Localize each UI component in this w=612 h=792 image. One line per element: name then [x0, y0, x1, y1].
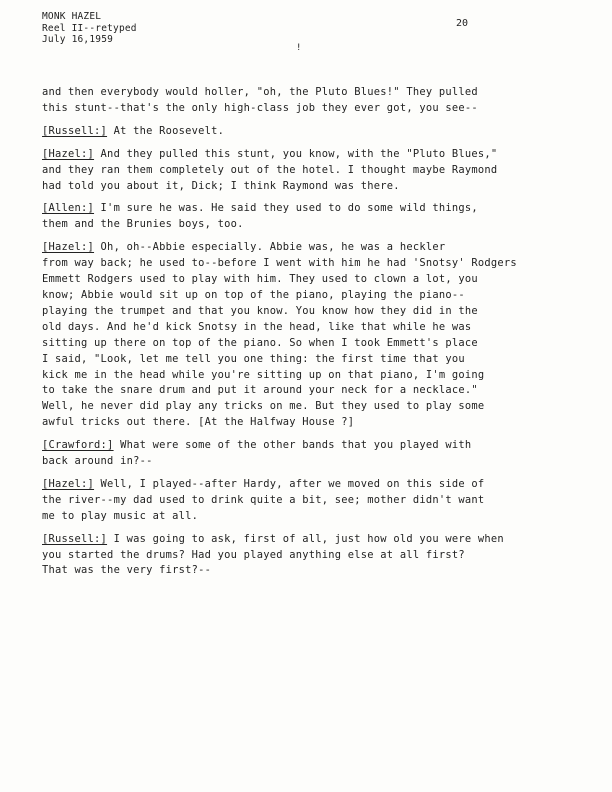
speaker-label: [Russell:]	[42, 124, 108, 137]
speaker-label: [Hazel:]	[42, 147, 95, 160]
transcript-paragraph	[42, 477, 562, 525]
transcript-paragraph	[42, 201, 562, 233]
header-date: July 16,1959	[42, 34, 114, 45]
paragraph-gap	[42, 194, 562, 201]
transcript-line	[42, 101, 562, 117]
transcript-line	[42, 320, 562, 336]
speaker-label: [Russell:]	[42, 532, 108, 545]
line-text: me to play music at all.	[42, 509, 199, 522]
transcript-body	[42, 85, 562, 579]
paragraph-gap	[42, 117, 562, 124]
line-text: had told you about it, Dick; I think Raymond was there.	[42, 179, 400, 192]
transcript-line	[42, 352, 562, 368]
header-reel: Reel II--retyped	[42, 22, 137, 34]
transcript-paragraph	[42, 124, 562, 140]
line-text: you started the drums? Had you played anything else at all first?	[42, 548, 465, 561]
transcript-paragraph	[42, 532, 562, 580]
transcript-line	[42, 179, 562, 195]
header-title: MONK HAZEL	[42, 11, 102, 22]
paragraph-gap	[42, 525, 562, 532]
line-text: sitting up there on top of the piano. So when I took Emmett's place	[42, 336, 478, 349]
paragraph-gap	[42, 431, 562, 438]
line-text: back around in?--	[42, 455, 153, 468]
line-text: playing the trumpet and that you know. You know how they did in the	[42, 304, 478, 317]
stray-mark: !	[296, 43, 302, 53]
transcript-line	[42, 304, 562, 320]
transcript-line	[42, 147, 562, 163]
line-text: know; Abbie would sit up on top of the piano, playing the piano--	[42, 288, 465, 301]
line-text: old days. And he'd kick Snotsy in the head, like that while he was	[42, 320, 472, 333]
transcript-line	[42, 336, 562, 352]
transcript-line	[42, 477, 562, 493]
transcript-line	[42, 399, 562, 415]
transcript-line	[42, 415, 562, 431]
paragraph-gap	[42, 140, 562, 147]
line-text: Well, I played--after Hardy, after we moved on this side of	[94, 477, 485, 490]
transcript-paragraph	[42, 85, 562, 117]
page-number: 20	[456, 18, 469, 29]
transcript-line	[42, 163, 562, 179]
line-text: and then everybody would holler, "oh, the Pluto Blues!" They pulled	[42, 86, 478, 98]
line-text: from way back; he used to--before I went with him he had 'Snotsy' Rodgers	[42, 257, 517, 270]
transcript-line	[42, 85, 562, 101]
line-text: Oh, oh--Abbie especially. Abbie was, he was a heckler	[94, 241, 446, 254]
line-text: Emmett Rodgers used to play with him. They used to clown a lot, you	[42, 273, 478, 286]
line-text: At the Roosevelt.	[107, 124, 225, 137]
speaker-label: [Allen:]	[42, 202, 95, 215]
transcript-line	[42, 493, 562, 509]
transcript-paragraph	[42, 147, 562, 195]
paragraph-gap	[42, 470, 562, 477]
line-text: What were some of the other bands that you played with	[113, 439, 472, 452]
speaker-label: [Hazel:]	[42, 241, 95, 254]
line-text: them and the Brunies boys, too.	[42, 218, 244, 231]
transcript-line	[42, 217, 562, 233]
line-text: kick me in the head while you're sitting up on that piano, I'm going	[42, 368, 485, 381]
transcript-line	[42, 124, 562, 140]
speaker-label: [Crawford:]	[42, 439, 114, 452]
line-text: and they ran them completely out of the hotel. I thought maybe Raymond	[42, 163, 498, 176]
line-text: I'm sure he was. He said they used to do some wild things,	[94, 202, 478, 215]
line-text: That was the very first?--	[42, 564, 212, 577]
transcript-line	[42, 438, 562, 454]
transcript-paragraph	[42, 438, 562, 470]
line-text: Well, he never did play any tricks on me. But they used to play some	[42, 400, 485, 413]
transcript-line	[42, 240, 562, 256]
line-text: I said, "Look, let me tell you one thing: the first time that you	[42, 352, 465, 365]
transcript-line	[42, 548, 562, 564]
transcript-line	[42, 509, 562, 525]
transcript-line	[42, 383, 562, 399]
transcript-line	[42, 201, 562, 217]
transcript-paragraph	[42, 240, 562, 431]
document-header	[42, 11, 137, 46]
transcript-line	[42, 256, 562, 272]
transcript-line	[42, 454, 562, 470]
line-text: the river--my dad used to drink quite a bit, see; mother didn't want	[42, 493, 485, 506]
speaker-label: [Hazel:]	[42, 477, 95, 490]
line-text: this stunt--that's the only high-class job they ever got, you see--	[42, 101, 478, 114]
transcript-line	[42, 272, 562, 288]
transcript-line	[42, 288, 562, 304]
line-text: awful tricks out there. [At the Halfway House ?]	[42, 416, 355, 429]
transcript-line	[42, 563, 562, 579]
paragraph-gap	[42, 233, 562, 240]
line-text: to take the snare drum and put it around your neck for a necklace."	[42, 384, 478, 397]
transcript-line	[42, 532, 562, 548]
line-text: And they pulled this stunt, you know, with the "Pluto Blues,"	[94, 147, 498, 160]
line-text: I was going to ask, first of all, just how old you were when	[107, 532, 504, 545]
transcript-line	[42, 368, 562, 384]
